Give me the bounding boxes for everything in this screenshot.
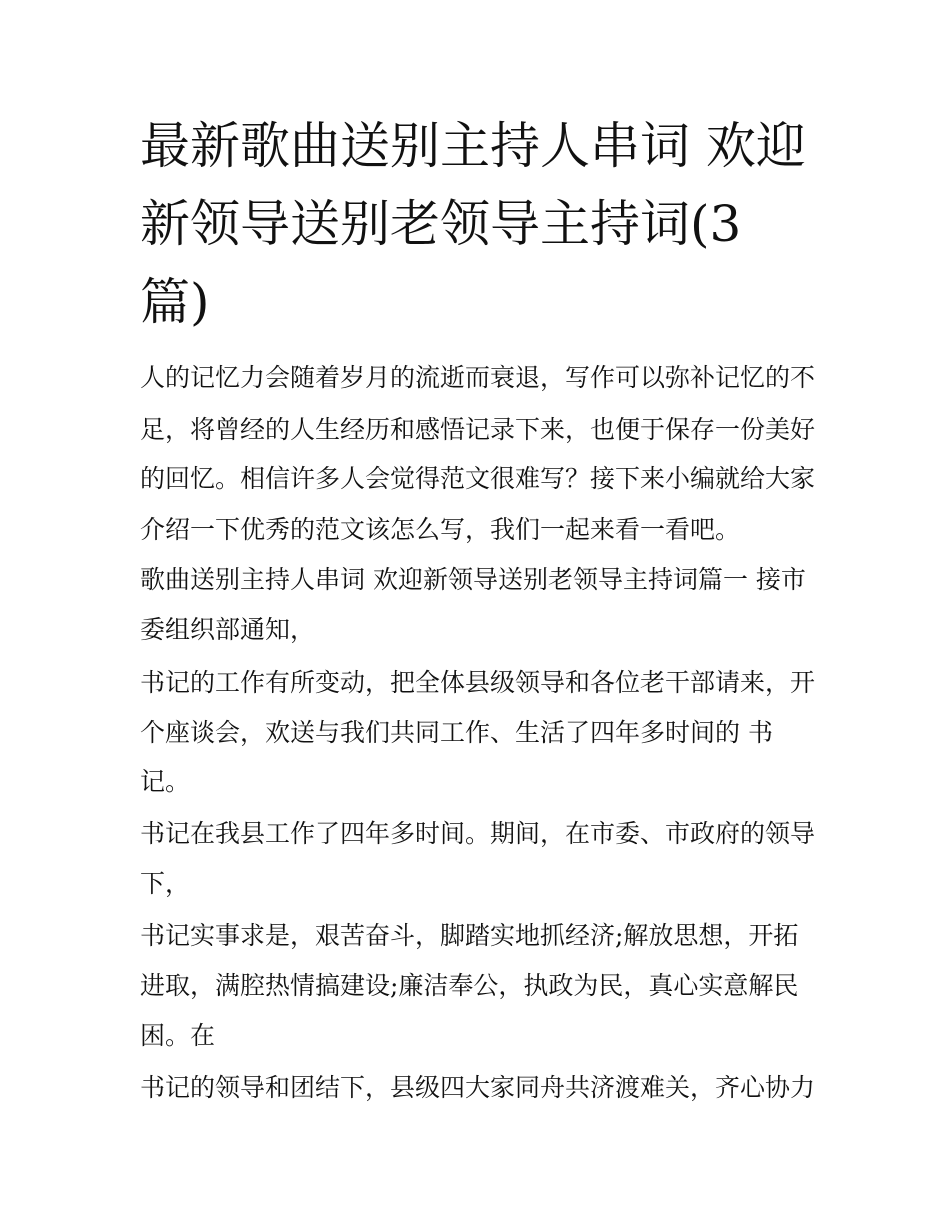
body-line-12: 书记实事求是，艰苦奋斗，脚踏实地抓经济;解放思想，开拓 xyxy=(140,921,799,950)
body-line-8: 个座谈会，欢送与我们共同工作、生活了四年多时间的 书 xyxy=(140,718,773,747)
document-title-line-2: 新领导送别老领导主持词(3 xyxy=(140,195,742,253)
body-line-1: 人的记忆力会随着岁月的流逝而衰退，写作可以弥补记忆的不 xyxy=(140,363,816,392)
body-line-3: 的回忆。相信许多人会觉得范文很难写？接下来小编就给大家 xyxy=(140,464,816,493)
body-line-13: 进取，满腔热情搞建设;廉洁奉公，执政为民，真心实意解民 xyxy=(140,971,799,1000)
body-line-2: 足，将曾经的人生经历和感悟记录下来，也便于保存一份美好 xyxy=(140,415,816,444)
body-line-9: 记。 xyxy=(140,767,191,796)
body-line-4: 介绍一下优秀的范文该怎么写，我们一起来看一看吧。 xyxy=(140,515,741,544)
body-line-5: 歌曲送别主持人串词 欢迎新领导送别老领导主持词篇一 接市 xyxy=(140,565,806,594)
body-line-15: 书记的领导和团结下，县级四大家同舟共济渡难关，齐心协力 xyxy=(140,1073,816,1102)
document-title-line-1: 最新歌曲送别主持人串词 欢迎 xyxy=(140,117,806,175)
body-line-7: 书记的工作有所变动，把全体县级领导和各位老干部请来，开 xyxy=(140,668,816,697)
body-line-6: 委组织部通知， xyxy=(140,615,316,644)
body-line-11: 下， xyxy=(140,869,191,898)
body-line-10: 书记在我县工作了四年多时间。期间，在市委、市政府的领导 xyxy=(140,819,816,848)
body-line-14: 困。在 xyxy=(140,1021,216,1050)
document-title-line-3: 篇) xyxy=(140,273,210,331)
